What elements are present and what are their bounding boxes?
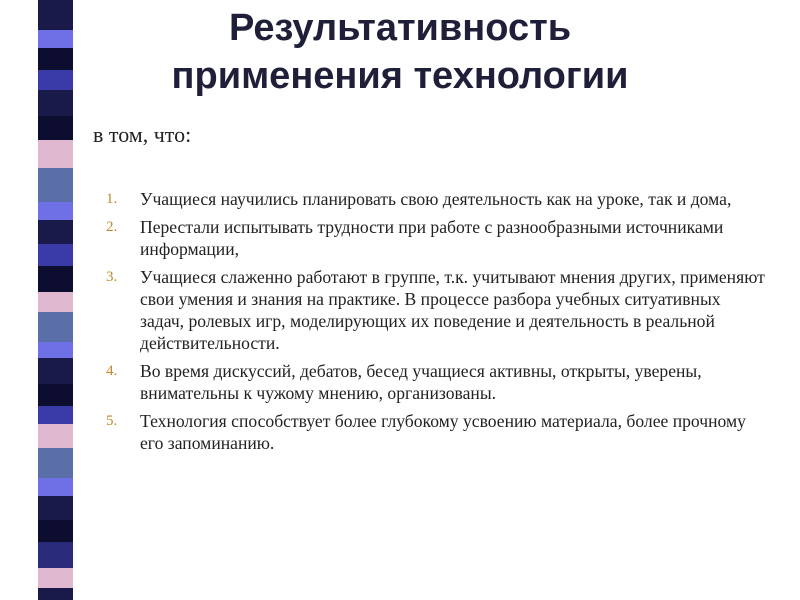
slide-title-line-2: применения технологии: [171, 55, 629, 97]
stripe-segment: [38, 406, 73, 424]
stripe-segment: [38, 542, 73, 568]
stripe-segment: [38, 0, 73, 30]
list-item-number: 2.: [106, 219, 118, 235]
stripe-segment: [38, 568, 73, 588]
results-list: [100, 188, 765, 460]
stripe-segment: [38, 448, 73, 478]
stripe-segment: [38, 90, 73, 116]
stripe-segment: [38, 588, 73, 600]
decorative-stripe: [38, 0, 73, 600]
list-item-text: Во время дискуссий, дебатов, бесед учащиеся активны, открыты, уверены, внимательны к чужому мнению, организованы.: [140, 361, 702, 403]
slide-title-line-1: Результативность: [228, 7, 572, 49]
stripe-segment: [38, 478, 73, 496]
list-item-text: Технология способствует более глубокому усвоению материала, более прочному его запоминанию.: [140, 411, 746, 453]
list-item-number: 4.: [106, 363, 118, 379]
stripe-segment: [38, 312, 73, 342]
stripe-segment: [38, 140, 73, 168]
stripe-segment: [38, 358, 73, 384]
list-item-number: 1.: [106, 191, 118, 207]
stripe-segment: [38, 424, 73, 448]
stripe-segment: [38, 496, 73, 520]
intro-text: в том, что:: [93, 122, 192, 147]
stripe-segment: [38, 116, 73, 140]
list-item-number: 3.: [106, 269, 118, 285]
list-item: [100, 188, 765, 210]
stripe-segment: [38, 384, 73, 406]
list-item: [100, 266, 765, 354]
stripe-segment: [38, 70, 73, 90]
list-item: [100, 360, 765, 404]
list-item: [100, 216, 765, 260]
list-item-number: 5.: [106, 413, 118, 429]
stripe-segment: [38, 168, 73, 202]
stripe-segment: [38, 244, 73, 266]
slide-title: [100, 4, 700, 100]
stripe-segment: [38, 202, 73, 220]
stripe-segment: [38, 292, 73, 312]
stripe-segment: [38, 220, 73, 244]
list-item-text: Учащиеся слаженно работают в группе, т.к. учитывают мнения других, применяют свои умения и знания на практике. В процессе разбора учебных ситуативных задач, ролевых игр, моделирующих их поведение и деятельность в реальной действительности.: [140, 267, 765, 353]
stripe-segment: [38, 266, 73, 292]
stripe-segment: [38, 30, 73, 48]
stripe-segment: [38, 342, 73, 358]
stripe-segment: [38, 520, 73, 542]
list-item-text: Перестали испытывать трудности при работе с разнообразными источниками информации,: [140, 217, 724, 259]
list-item: [100, 410, 765, 454]
list-item-text: Учащиеся научились планировать свою деятельность как на уроке, так и дома,: [140, 189, 732, 209]
stripe-segment: [38, 48, 73, 70]
